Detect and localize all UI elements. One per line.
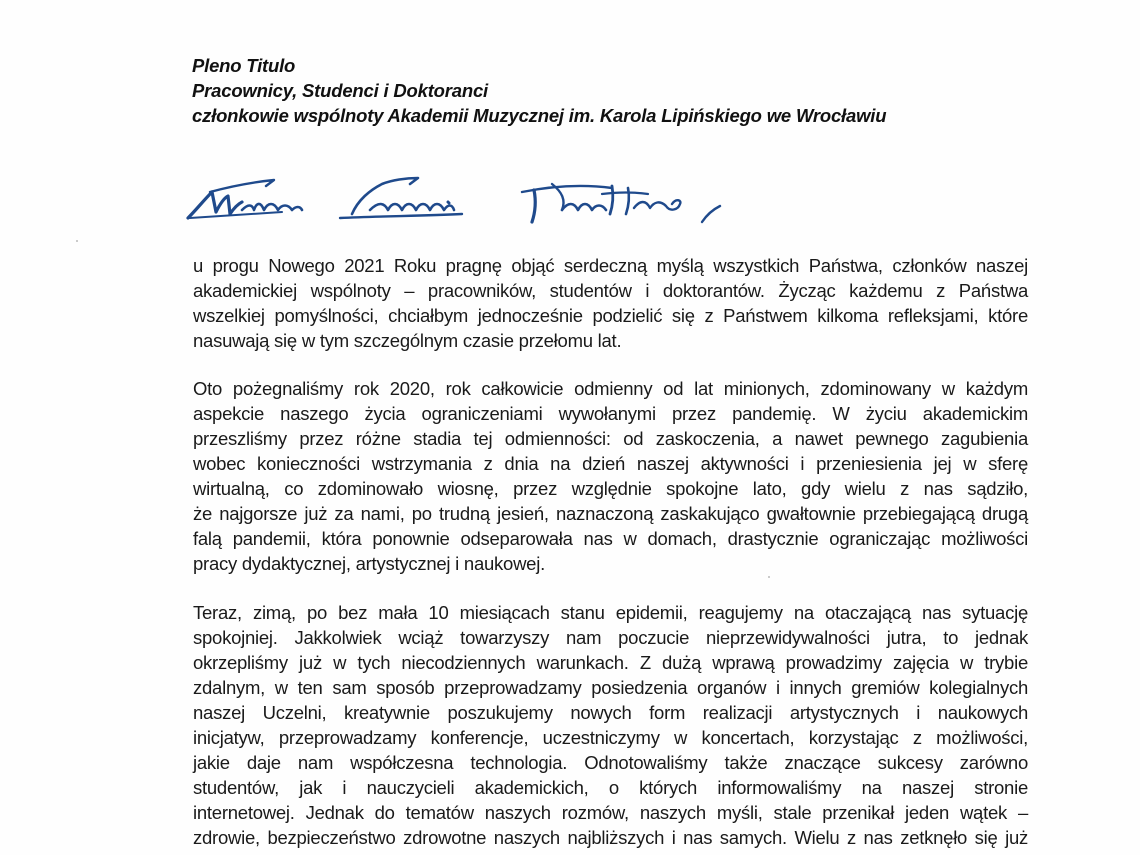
text-line: wszelkiej pomyślności, chciałbym jednocześnie podzielić się z Państwem kilkoma refleksjami, które: [193, 305, 1028, 326]
text-line: falą pandemii, która ponownie odseparowała nas w domach, drastycznie ograniczając możliwości: [193, 528, 1028, 549]
text-line: zdalnym, w ten sam sposób przeprowadzamy posiedzenia organów i innych gremiów kolegialnych: [193, 677, 1028, 698]
text-line: u progu Nowego 2021 Roku pragnę objąć serdeczną myślą wszystkich Państwa, członków naszej: [193, 255, 1028, 276]
scan-speck: [76, 240, 78, 242]
salutation-line: członkowie wspólnoty Akademii Muzycznej im. Karola Lipińskiego we Wrocławiu: [192, 105, 887, 126]
text-line: wirtualną, co zdominowało wiosnę, przez względnie spokojne lato, gdy wielu z nas sądziło,: [193, 478, 1028, 499]
text-line: aspekcie naszego życia ograniczeniami wywołanymi przez pandemię. W życiu akademickim: [193, 403, 1028, 424]
salutation-block: [192, 53, 886, 128]
text-line: zdrowie, bezpieczeństwo zdrowotne naszych najbliższych i nas samych. Wielu z nas zetknęło się już: [193, 827, 1028, 848]
text-line: studentów, jak i nauczycieli akademickich, o których informowaliśmy na naszej stronie: [193, 777, 1028, 798]
text-line: nasuwają się w tym szczególnym czasie przełomu lat.: [193, 330, 622, 351]
paragraph-1: [193, 253, 1028, 353]
text-line: spokojniej. Jakkolwiek wciąż towarzyszy nam poczucie nieprzewidywalności jutra, to jednak: [193, 627, 1028, 648]
handwritten-greeting: [182, 170, 862, 240]
text-line: inicjatyw, przeprowadzamy konferencje, uczestniczymy w koncertach, korzystając z możliwości,: [193, 727, 1028, 748]
handwritten-greeting-icon: [182, 170, 862, 240]
text-line: Oto pożegnaliśmy rok 2020, rok całkowicie odmienny od lat minionych, zdominowany w każdym: [193, 378, 1028, 399]
paragraph-2: [193, 376, 1028, 576]
paragraph-3: [193, 600, 1028, 850]
text-line: akademickiej wspólnoty – pracowników, studentów i doktorantów. Życząc każdemu z Państwa: [193, 280, 1028, 301]
text-line: jakie daje nam współczesna technologia. Odnotowaliśmy także znaczące sukcesy zarówno: [193, 752, 1028, 773]
salutation-line: Pracownicy, Studenci i Doktoranci: [192, 80, 488, 101]
text-line: przeszliśmy przez różne stadia tej odmienności: od zaskoczenia, a nawet pewnego zagubienia: [193, 428, 1028, 449]
text-line: Teraz, zimą, po bez mała 10 miesiącach stanu epidemii, reagujemy na otaczającą nas sytuację: [193, 602, 1028, 623]
salutation-line: Pleno Titulo: [192, 55, 296, 76]
text-line: internetowej. Jednak do tematów naszych rozmów, naszych myśli, stale przenikał jeden wątek –: [193, 802, 1028, 823]
text-line: pracy dydaktycznej, artystycznej i naukowej.: [193, 553, 545, 574]
text-line: że najgorsze już za nami, po trudną jesień, naznaczoną zaskakująco gwałtownie przebiegającą drugą: [193, 503, 1028, 524]
text-line: okrzepliśmy już w tych niecodziennych warunkach. Z dużą wprawą prowadzimy zajęcia w trybie: [193, 652, 1028, 673]
text-line: wobec konieczności wstrzymania z dnia na dzień naszej aktywności i przeniesienia jej w sferę: [193, 453, 1028, 474]
text-line: naszej Uczelni, kreatywnie poszukujemy nowych form realizacji artystycznych i naukowych: [193, 702, 1028, 723]
scan-speck: [768, 576, 770, 578]
